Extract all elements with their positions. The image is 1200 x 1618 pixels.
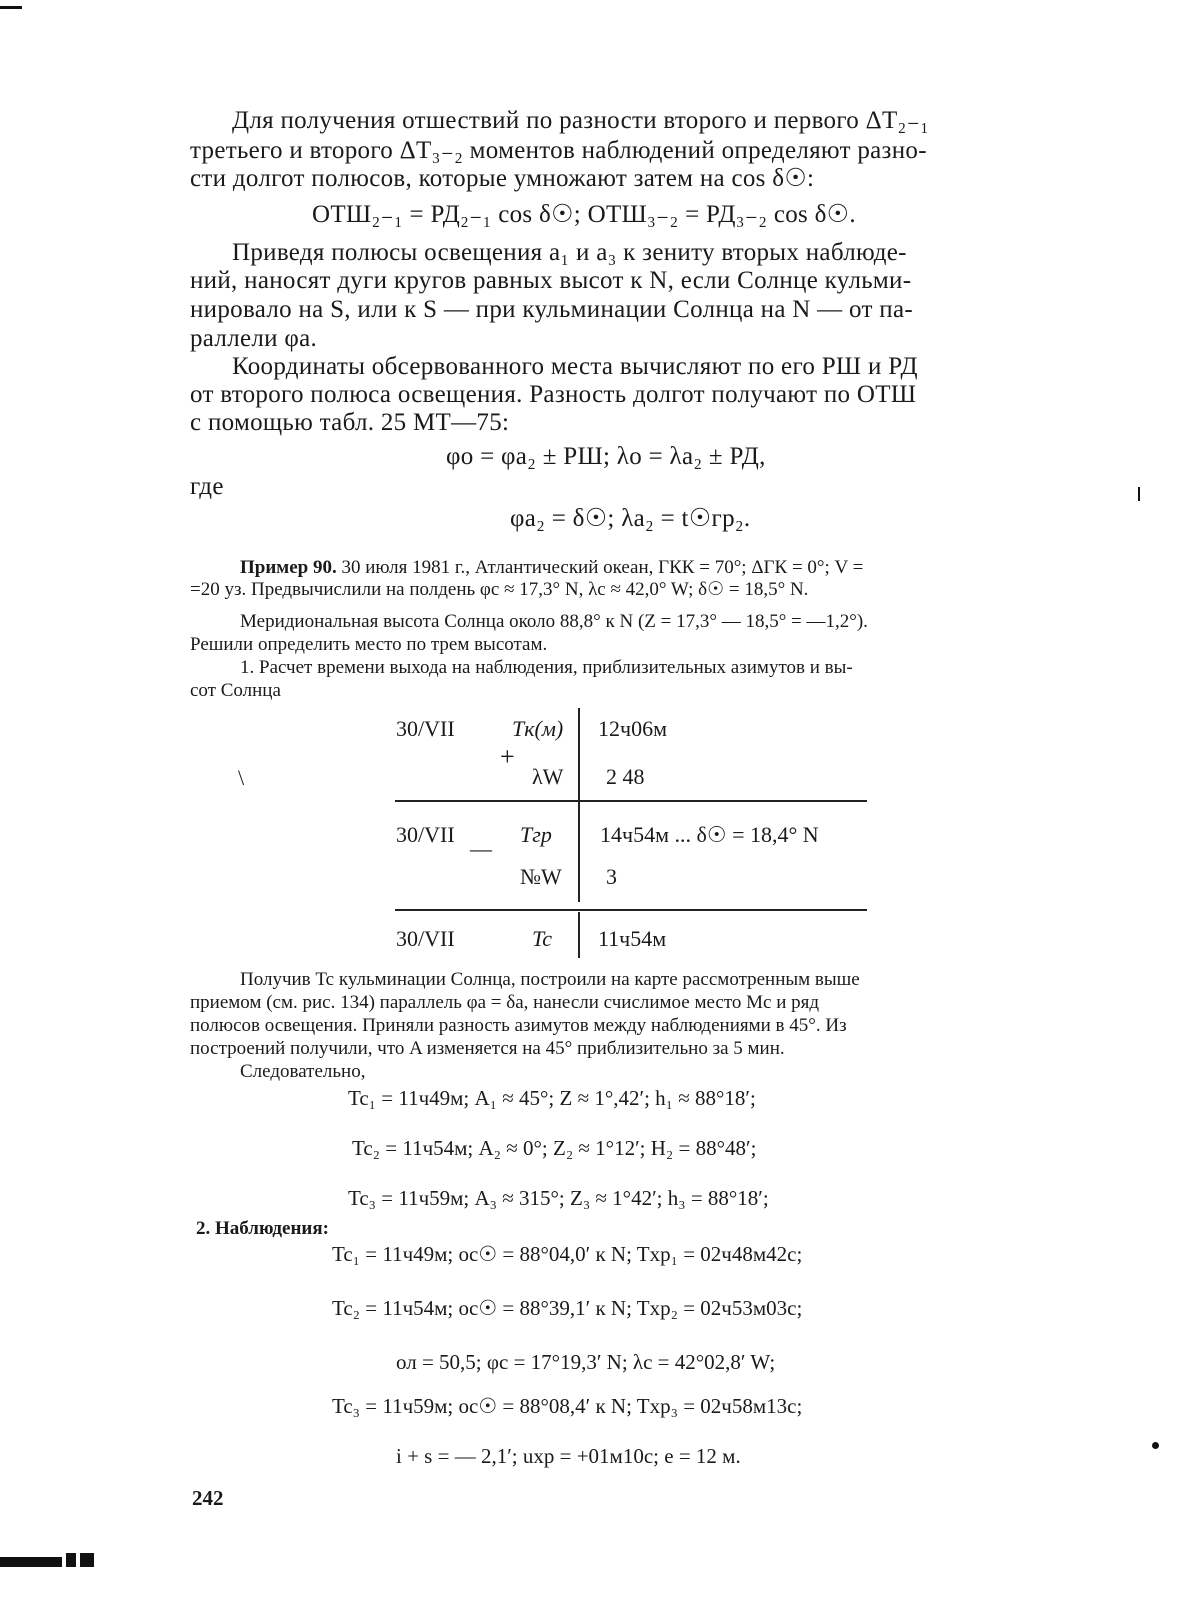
paragraph-line: третьего и второго ΔT₃₋₂ моментов наблюдений определяют разно-	[190, 137, 927, 164]
scan-mark-bottom-2	[66, 1553, 76, 1567]
where-label: где	[190, 473, 224, 500]
table-vertical-rule	[578, 708, 580, 902]
paragraph-line: Следовательно,	[240, 1061, 366, 1082]
equation: ОТШ₂₋₁ = РД₂₋₁ cos δ☉; ОТШ₃₋₂ = РД₃₋₂ cos δ☉.	[312, 201, 856, 228]
paragraph-line: Для получения отшествий по разности второго и первого ΔT₂₋₁	[232, 107, 930, 134]
table-horizontal-rule	[395, 909, 867, 911]
scan-mark-top	[0, 6, 22, 9]
table-operator: +	[500, 742, 515, 771]
table-operator: —	[470, 836, 492, 861]
table-value: 14ч54м ... δ☉ = 18,4° N	[600, 822, 819, 847]
table-horizontal-rule	[395, 800, 867, 802]
paragraph-line: сти долгот полюсов, которые умножают затем на cos δ☉:	[190, 165, 815, 192]
equation: φo = φa₂ ± РШ; λo = λa₂ ± РД,	[446, 443, 766, 470]
paragraph-line: от второго полюса освещения. Разность долгот получают по ОТШ	[190, 381, 917, 408]
section-heading: 2. Наблюдения:	[196, 1218, 329, 1239]
example-text: 30 июля 1981 г., Атлантический океан, ГКК = 70°; ΔГК = 0°; V =	[336, 557, 864, 578]
paragraph-line: Получив Tc кульминации Солнца, построили на карте рассмотренным выше	[240, 969, 860, 990]
paragraph-line: ний, наносят дуги кругов равных высот к N, если Солнце кульми-	[190, 267, 912, 294]
scan-mark-bottom-3	[80, 1553, 94, 1567]
paragraph-line: раллели φa.	[190, 325, 318, 352]
paragraph-line: построений получили, что A изменяется на 45° приблизительно за 5 мин.	[190, 1038, 785, 1059]
observation-line: ол = 50,5; φc = 17°19,3′ N; λc = 42°02,8′ W;	[396, 1350, 776, 1374]
table-value: 11ч54м	[598, 926, 667, 951]
table-symbol: Tк(м)	[512, 716, 564, 741]
table-value: 12ч06м	[598, 716, 667, 741]
calc-line: Tc₁ = 11ч49м; A₁ ≈ 45°; Z ≈ 1°,42′; h₁ ≈ 88°18′;	[348, 1086, 756, 1110]
table-symbol: №W	[520, 864, 562, 889]
observation-line: Tc₁ = 11ч49м; oc☉ = 88°04,0′ к N; Tхр₁ = 02ч48м42с;	[332, 1242, 803, 1266]
calc-line: Tc₂ = 11ч54м; A₂ ≈ 0°; Z₂ ≈ 1°12′; H₂ = 88°48′;	[352, 1136, 757, 1160]
observation-line: i + s = — 2,1′; uхр = +01м10с; e = 12 м.	[396, 1444, 741, 1468]
paragraph-line: Решили определить место по трем высотам.	[190, 634, 548, 655]
stray-mark: \	[238, 765, 245, 790]
table-date: 30/VII	[396, 716, 455, 741]
scan-tick	[1138, 487, 1140, 501]
observation-line: Tc₃ = 11ч59м; oc☉ = 88°08,4′ к N; Tхр₃ = 02ч58м13с;	[332, 1394, 803, 1418]
example-line: =20 уз. Предвычислили на полдень φc ≈ 17,3° N, λc ≈ 42,0° W; δ☉ = 18,5° N.	[190, 579, 809, 600]
table-value: 2 48	[606, 764, 645, 789]
paragraph-line: нировало на S, или к S — при кульминации Солнца на N — от па-	[190, 296, 913, 323]
table-date: 30/VII	[396, 926, 455, 951]
paragraph-line: 1. Расчет времени выхода на наблюдения, приблизительных азимутов и вы-	[240, 657, 853, 678]
paragraph-line: с помощью табл. 25 МТ—75:	[190, 409, 510, 436]
observation-line: Tc₂ = 11ч54м; oc☉ = 88°39,1′ к N; Tхр₂ = 02ч53м03с;	[332, 1296, 803, 1320]
table-symbol: Tгр	[520, 822, 552, 847]
equation: φa₂ = δ☉; λa₂ = t☉гр₂.	[510, 505, 751, 532]
paragraph-line: Координаты обсервованного места вычисляют по его РШ и РД	[232, 353, 918, 380]
table-vertical-rule	[578, 912, 580, 958]
paragraph-line: приемом (см. рис. 134) параллель φa = δa, нанесли счислимое место Mc и ряд	[190, 992, 820, 1013]
scan-mark-bottom-1	[0, 1557, 62, 1567]
paragraph-line: Меридиональная высота Солнца около 88,8° к N (Z = 17,3° — 18,5° = —1,2°).	[240, 611, 868, 632]
calc-line: Tc₃ = 11ч59м; A₃ ≈ 315°; Z₃ ≈ 1°42′; h₃ = 88°18′;	[348, 1186, 769, 1210]
page-number: 242	[192, 1486, 224, 1510]
table-symbol: Tc	[532, 926, 552, 951]
example-line	[240, 556, 863, 579]
table-value: 3	[606, 864, 617, 889]
table-date: 30/VII	[396, 822, 455, 847]
paragraph-line: сот Солнца	[190, 680, 281, 701]
table-symbol: λW	[532, 764, 564, 789]
paragraph-line: полюсов освещения. Приняли разность азимутов между наблюдениями в 45°. Из	[190, 1015, 847, 1036]
paragraph-line: Приведя полюсы освещения a₁ и a₃ к зениту вторых наблюде-	[232, 239, 907, 266]
example-label: Пример 90.	[240, 557, 337, 578]
scan-dot	[1152, 1442, 1159, 1449]
